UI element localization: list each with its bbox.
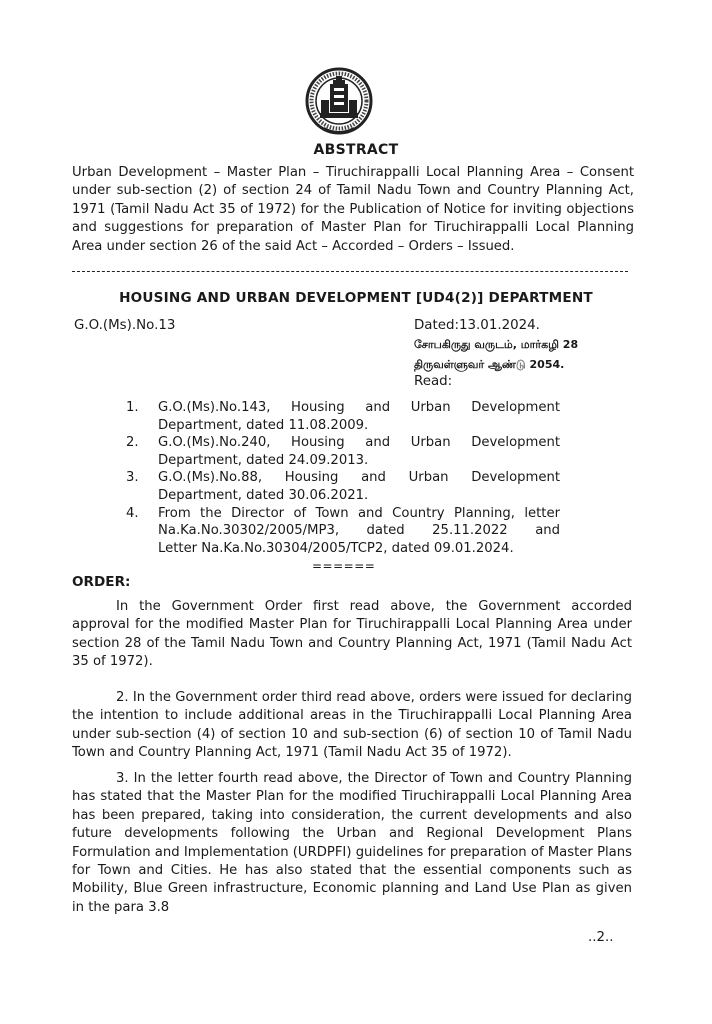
reference-item [124,399,560,434]
order-paragraph-1: In the Government Order first read above, the Government accorded approval for the modified Master Plan for Tiruchirappalli Local Planning Area under section 28 of the Tamil Nadu Town and Country Planning Act, 1971 (Tamil Nadu Act 35 of 1972). [72,599,632,670]
tamil-date-line-2: திருவள்ளுவர் ஆண்டு 2054. [414,358,565,371]
page-continuation: ..2.. [588,930,614,945]
reference-number: 3. [126,470,139,486]
reference-line: Department, dated 11.08.2009. [158,417,369,433]
go-number: G.O.(Ms).No.13 [74,318,176,333]
reference-line: Letter Na.Ka.No.30304/2005/TCP2, dated 09.01.2024. [158,540,514,556]
reference-number: 4. [126,505,139,521]
reference-number: 2. [126,435,139,451]
dashed-divider [72,271,628,272]
order-paragraph-2: 2. In the Government order third read above, orders were issued for declaring the intention to include additional areas in the Tiruchirappalli Local Planning Area under sub-section (4) of section 10 and sub-section (6) of section 10 of Tamil Nadu Town and Country Planning Act, 1971 (Tamil Nadu Act 35 of 1972). [72,690,632,761]
reference-number: 1. [126,400,139,415]
section-separator: ====== [312,559,376,573]
reference-line: G.O.(Ms).No.240, Housing and Urban Development [158,435,560,451]
order-date: Dated:13.01.2024. [414,318,540,333]
reference-item [124,505,560,558]
department-title: HOUSING AND URBAN DEVELOPMENT [UD4(2)] DEPARTMENT [119,290,593,306]
abstract-title: ABSTRACT [313,142,399,158]
read-label: Read: [414,374,453,389]
reference-line: Na.Ka.No.30302/2005/MP3, dated 25.11.2022 and [158,523,560,539]
tamil-nadu-emblem-icon [304,66,374,140]
reference-line: G.O.(Ms).No.143, Housing and Urban Development [158,400,560,415]
reference-line: Department, dated 24.09.2013. [158,452,369,468]
reference-line: From the Director of Town and Country Planning, letter [158,505,560,521]
reference-item [124,434,560,469]
order-heading: ORDER: [72,574,131,590]
reference-item [124,469,560,504]
reference-line: G.O.(Ms).No.88, Housing and Urban Development [158,470,560,486]
tamil-date-line-1: சோபகிருது வருடம், மார்கழி 28 [414,338,579,351]
reference-list [124,399,560,557]
order-paragraph-3: 3. In the letter fourth read above, the Director of Town and Country Planning has stated that the Master Plan for the modified Tiruchirappalli Local Planning Area has been prepared, taking into consideration, the current developments and also future developments following the Urban and Regional Development Plans Formulation and Implementation (URDPFI) guidelines for preparation of Master Plans for Town and Cities. He has also stated that the essential components such as Mobility, Blue Green infrastructure, Economic planning and Land Use Plan as given in the para 3.8 [72,771,632,915]
abstract-text: Urban Development – Master Plan – Tiruchirappalli Local Planning Area – Consent under sub-section (2) of section 24 of Tamil Nadu Town and Country Planning Act, 1971 (Tamil Nadu Act 35 of 1972) for the Publication of Notice for inviting objections and suggestions for preparation of Master Plan for Tiruchirappalli Local Planning Area under section 26 of the said Act – Accorded – Orders – Issued. [72,165,634,254]
reference-line: Department, dated 30.06.2021. [158,487,369,503]
